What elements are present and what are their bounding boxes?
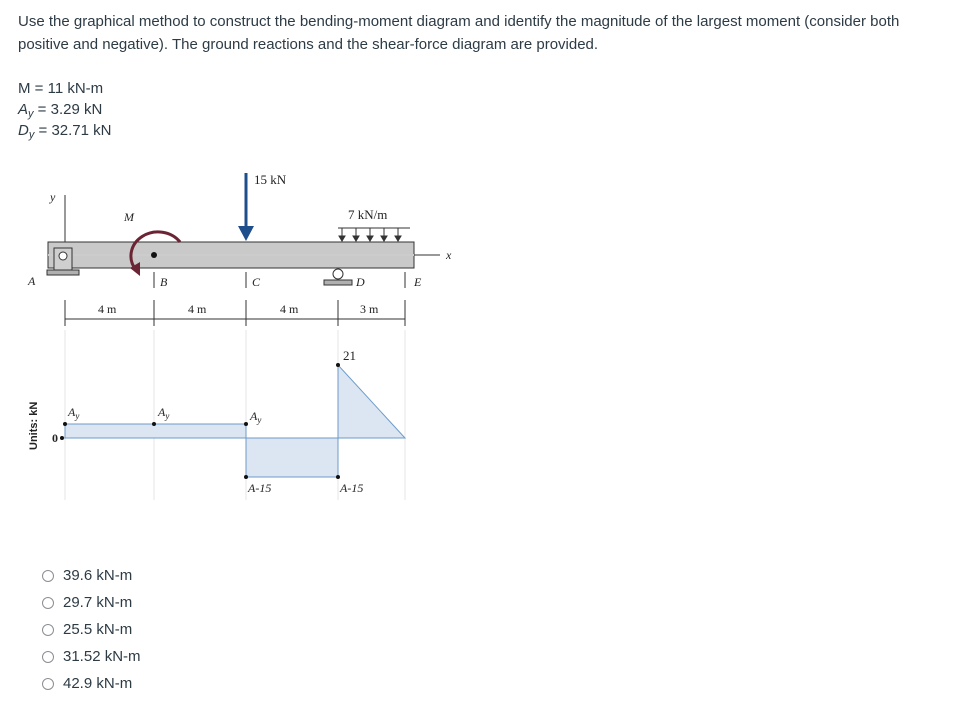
moment-point: [151, 252, 157, 258]
option-5[interactable]: [42, 670, 141, 697]
label-c: C: [252, 275, 261, 289]
shear-label-ay-2: $A_y$: [158, 405, 170, 421]
y-axis-label: y: [50, 190, 56, 204]
option-label: 39.6 kN-m: [63, 567, 133, 584]
option-label: 31.52 kN-m: [63, 648, 141, 665]
shear-label-21: 21: [343, 348, 356, 363]
shear-label-ay-15-d: A-15: [340, 481, 364, 495]
shear-label-ay-15-c: A-15: [248, 481, 272, 495]
radio-button[interactable]: [42, 624, 54, 636]
ground-d: [324, 280, 352, 285]
option-label: 29.7 kN-m: [63, 594, 133, 611]
shear-region-ac: [65, 424, 246, 438]
option-label: 42.9 kN-m: [63, 675, 133, 692]
beam-figure: [0, 160, 480, 520]
distributed-load-arrows: [338, 228, 410, 241]
option-4[interactable]: [42, 643, 141, 670]
radio-button[interactable]: [42, 651, 54, 663]
given-dy: $D_y = 32.71$ kN: [18, 122, 112, 141]
ground-a: [47, 270, 79, 275]
dim-cd: 4 m: [280, 302, 299, 316]
label-a: A: [28, 274, 36, 288]
dim-ab: 4 m: [98, 302, 117, 316]
option-1[interactable]: [42, 562, 141, 589]
radio-button[interactable]: [42, 678, 54, 690]
option-3[interactable]: [42, 616, 141, 643]
dim-bc: 4 m: [188, 302, 207, 316]
label-e: E: [414, 275, 422, 289]
dim-de: 3 m: [360, 302, 379, 316]
shear-units-label: Units: kN: [28, 401, 40, 450]
option-2[interactable]: [42, 589, 141, 616]
moment-label: M: [124, 210, 134, 224]
shear-label-ay-1: $A_y$: [68, 405, 80, 421]
beam-and-shear-diagram: [0, 160, 480, 520]
shear-region-de: [338, 365, 405, 438]
radio-button[interactable]: [42, 570, 54, 582]
point-load-label: 15 kN: [254, 172, 287, 187]
option-label: 25.5 kN-m: [63, 621, 133, 638]
roller-support-d: [333, 269, 343, 279]
answer-options: [42, 562, 141, 697]
shear-zero-label: 0: [52, 431, 58, 445]
given-values: [18, 78, 111, 141]
shear-region-cd: [246, 438, 338, 477]
x-axis-label: x: [446, 248, 452, 262]
question-text: Use the graphical method to construct the bending-moment diagram and identify the magnitude of the largest moment (consider both positive and negative). The ground reactions and the shear-force diagram are provided.: [18, 13, 900, 53]
distributed-load-label: 7 kN/m: [348, 207, 388, 222]
label-b: B: [160, 275, 168, 289]
given-ay: $A_y = 3.29$ kN: [18, 101, 103, 120]
radio-button[interactable]: [42, 597, 54, 609]
label-d: D: [356, 275, 365, 289]
shear-label-ay-3: $A_y$: [250, 409, 262, 425]
given-moment: M = 11 kN-m: [18, 80, 104, 97]
